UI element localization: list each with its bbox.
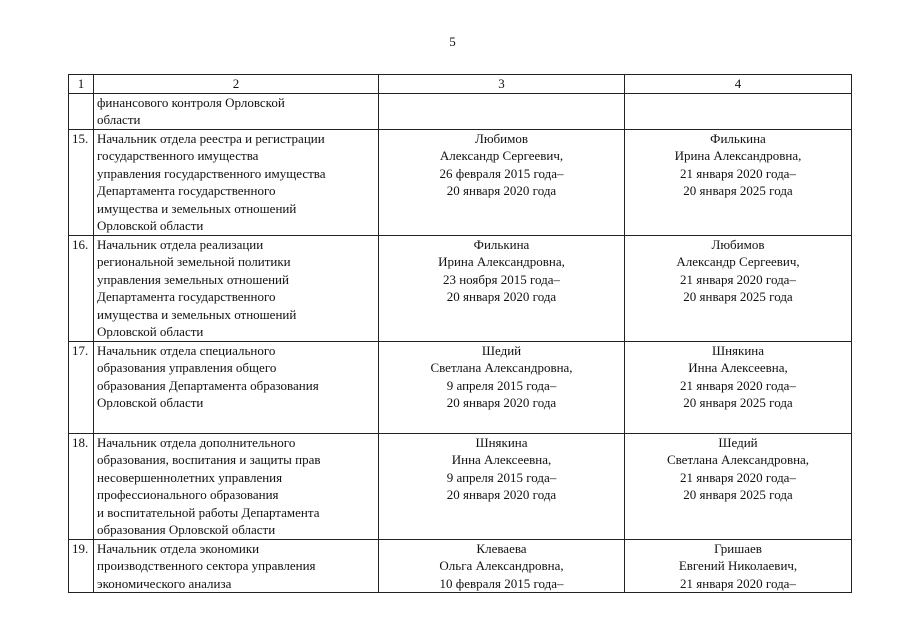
- new-holder-line: 20 января 2025 года: [683, 487, 793, 502]
- new-holder-line: Евгений Николаевич,: [678, 558, 798, 573]
- new-holder: [625, 235, 852, 341]
- position-title: [94, 433, 379, 539]
- new-holder-line: Ирина Александровна,: [674, 148, 802, 163]
- position-title-line: и воспитательной работы Департамента: [97, 504, 320, 520]
- current-holder-line: 20 января 2020 года: [446, 289, 557, 304]
- position-title-line: Начальник отдела реализации: [97, 236, 264, 252]
- current-holder-line: 20 января 2020 года: [446, 487, 557, 502]
- position-title-line: области: [97, 112, 141, 127]
- position-title-line: несовершеннолетних управления: [97, 469, 283, 485]
- position-title-line: Орловской области: [97, 324, 204, 339]
- position-title-line: имущества и земельных отношений: [97, 200, 297, 216]
- table-header-row: [69, 75, 852, 94]
- position-title: [94, 341, 379, 433]
- position-title-line: образования, воспитания и защиты прав: [97, 452, 321, 467]
- position-title-line: производственного сектора управления: [97, 558, 316, 573]
- position-title-line: Начальник отдела дополнительного: [97, 434, 296, 450]
- new-holder-line: 20 января 2025 года: [683, 289, 793, 304]
- position-title-line: Орловской области: [97, 395, 204, 410]
- new-holder-line: 21 января 2020 года–: [680, 165, 796, 181]
- current-holder: [379, 539, 625, 593]
- position-title: [94, 129, 379, 235]
- current-holder-line: 23 ноября 2015 года–: [442, 271, 561, 287]
- row-number: 16.: [69, 235, 94, 341]
- current-holder-line: Клеваева: [476, 540, 527, 556]
- position-title-line: образования Департамента образования: [97, 377, 319, 393]
- current-holder: [379, 341, 625, 433]
- new-holder-line: 21 января 2020 года–: [680, 469, 796, 485]
- current-holder-line: Любимов: [475, 130, 528, 146]
- appointments-table: [68, 74, 852, 593]
- new-holder-line: Любимов: [711, 236, 765, 252]
- position-title-line: экономического анализа: [97, 575, 232, 591]
- new-holder-line: Инна Алексеевна,: [688, 360, 788, 375]
- position-title-line: финансового контроля Орловской: [97, 94, 285, 110]
- header-cell-1: 1: [69, 75, 94, 94]
- new-holder-line: 20 января 2025 года: [683, 395, 793, 410]
- new-holder: [625, 341, 852, 433]
- row-number: 17.: [69, 341, 94, 433]
- table-row: [69, 235, 852, 341]
- current-holder: [379, 93, 625, 129]
- table-row: [69, 433, 852, 539]
- current-holder: [379, 129, 625, 235]
- header-cell-4: 4: [625, 75, 852, 94]
- current-holder-line: Шнякина: [475, 434, 528, 450]
- current-holder: [379, 433, 625, 539]
- header-cell-2: 2: [94, 75, 379, 94]
- table-row: [69, 93, 852, 129]
- new-holder: [625, 433, 852, 539]
- position-title-line: Департамента государственного: [97, 289, 276, 304]
- position-title-line: региональной земельной политики: [97, 254, 291, 269]
- position-title-line: государственного имущества: [97, 148, 259, 163]
- current-holder-line: Филькина: [473, 236, 530, 252]
- new-holder-line: 21 января 2020 года–: [680, 575, 796, 591]
- position-title: [94, 539, 379, 593]
- current-holder-line: 9 апреля 2015 года–: [446, 377, 557, 393]
- current-holder: [379, 235, 625, 341]
- position-title: [94, 235, 379, 341]
- row-number: 18.: [69, 433, 94, 539]
- current-holder-line: 20 января 2020 года: [446, 395, 557, 410]
- position-title-line: профессионального образования: [97, 487, 279, 502]
- position-title-line: имущества и земельных отношений: [97, 306, 297, 322]
- row-number: 19.: [69, 539, 94, 593]
- position-title-line: управления государственного имущества: [97, 165, 326, 181]
- current-holder-line: 26 февраля 2015 года–: [439, 165, 564, 181]
- new-holder: [625, 93, 852, 129]
- position-title-line: образования Орловской области: [97, 522, 276, 537]
- header-cell-3: 3: [379, 75, 625, 94]
- table-row: [69, 539, 852, 593]
- current-holder-line: 9 апреля 2015 года–: [446, 469, 557, 485]
- page-number: 5: [449, 34, 456, 49]
- position-title-line: Орловской области: [97, 218, 204, 233]
- current-holder-line: Ольга Александровна,: [439, 558, 564, 573]
- position-title: [94, 93, 379, 129]
- current-holder-line: Шедий: [481, 342, 522, 358]
- current-holder-line: Инна Алексеевна,: [451, 452, 552, 467]
- new-holder: [625, 129, 852, 235]
- current-holder-line: Ирина Александровна,: [438, 254, 565, 269]
- new-holder-line: Шнякина: [711, 342, 765, 358]
- position-title-line: Начальник отдела реестра и регистрации: [97, 130, 325, 146]
- new-holder-line: Светлана Александровна,: [666, 452, 810, 467]
- current-holder-line: Светлана Александровна,: [430, 360, 573, 375]
- row-number: 15.: [69, 129, 94, 235]
- new-holder-line: Филькина: [710, 130, 766, 146]
- new-holder-line: Шедий: [718, 434, 758, 450]
- current-holder-line: Александр Сергеевич,: [439, 148, 564, 163]
- new-holder: [625, 539, 852, 593]
- position-title-line: Начальник отдела экономики: [97, 540, 260, 556]
- current-holder-line: 10 февраля 2015 года–: [439, 575, 564, 591]
- new-holder-line: Александр Сергеевич,: [676, 254, 800, 269]
- new-holder-line: Гришаев: [714, 540, 762, 556]
- new-holder-line: 21 января 2020 года–: [680, 271, 796, 287]
- current-holder-line: 20 января 2020 года: [446, 183, 557, 198]
- table-row: [69, 129, 852, 235]
- table-row: [69, 341, 852, 433]
- position-title-line: управления земельных отношений: [97, 271, 289, 287]
- new-holder-line: 21 января 2020 года–: [680, 377, 796, 393]
- position-title-line: Департамента государственного: [97, 183, 276, 198]
- position-title-line: Начальник отдела специального: [97, 342, 276, 358]
- row-number: [69, 93, 94, 129]
- new-holder-line: 20 января 2025 года: [683, 183, 793, 198]
- position-title-line: образования управления общего: [97, 360, 277, 375]
